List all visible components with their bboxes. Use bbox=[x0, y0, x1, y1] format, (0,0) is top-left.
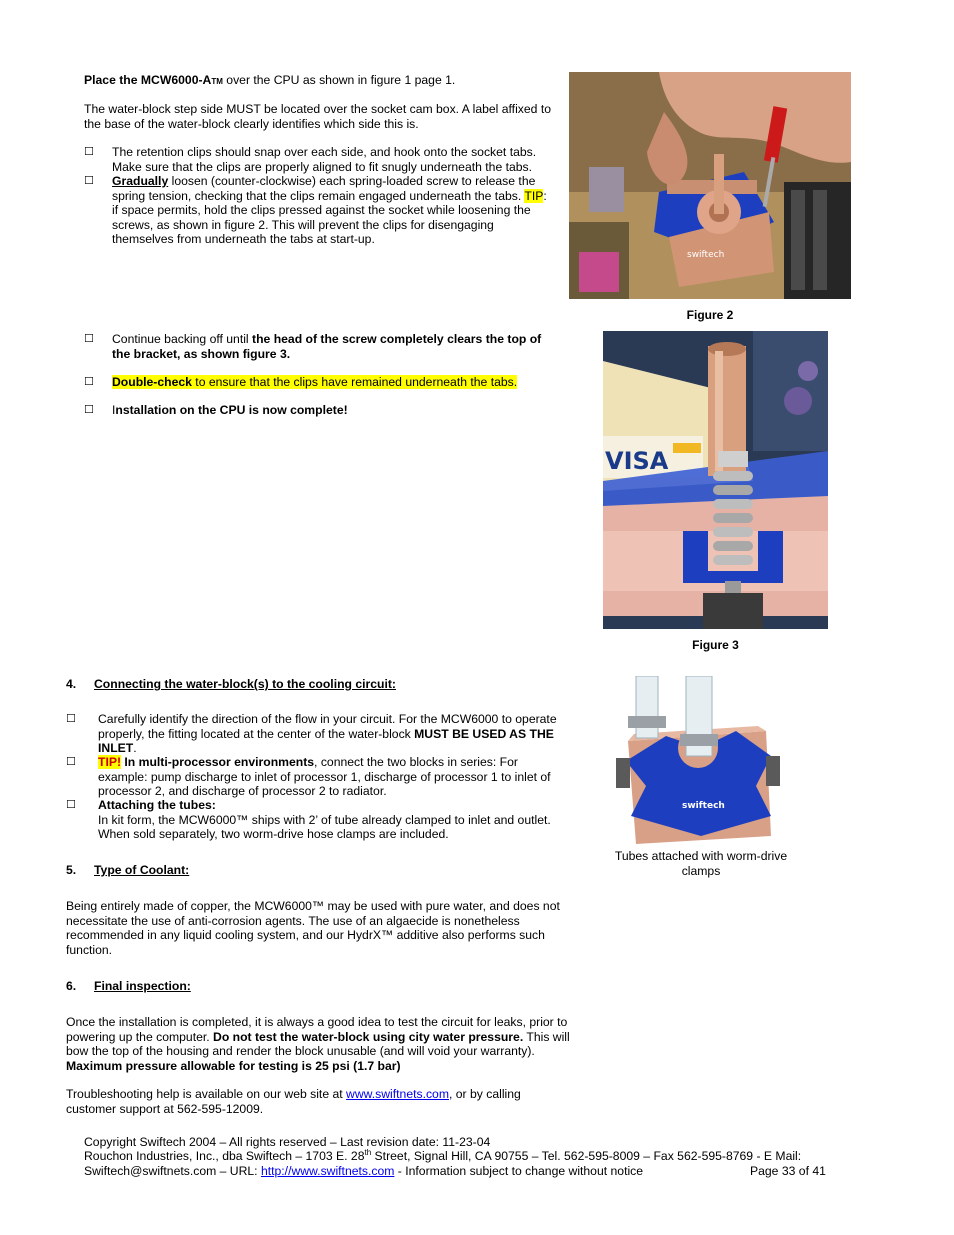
gradually-rest: loosen (counter-clockwise) each spring-loaded screw to release the spring tension, checking that the clips remain engaged underneath the tabs. bbox=[112, 174, 536, 203]
fig4-brand: swiftech bbox=[682, 801, 725, 811]
section-4-heading bbox=[66, 677, 396, 692]
footer-contact-b: - Information subject to change without notice bbox=[394, 1164, 644, 1178]
troubleshooting-rest: , or by calling customer support at 562-595-12009. bbox=[66, 1087, 521, 1116]
bullet-attaching-tubes bbox=[98, 798, 570, 842]
checkbox-bullet-icon: ☐ bbox=[66, 712, 76, 725]
checkbox-bullet-icon: ☐ bbox=[84, 145, 94, 158]
figure-3-illustration bbox=[603, 331, 828, 629]
checkbox-bullet-icon: ☐ bbox=[66, 755, 76, 768]
install-first-letter: I bbox=[112, 403, 116, 417]
website-link[interactable]: www.swiftnets.com bbox=[346, 1087, 449, 1101]
multi-processor-rest: , connect the two blocks in series: For example: pump discharge to inlet of processor 1, discharge of processor 1 to inlet of processor 2, and discharge of processor 2 to radiator. bbox=[98, 755, 551, 798]
final-bold: Do not test the water-block using city water pressure. bbox=[213, 1029, 524, 1044]
footer-address-sup: th bbox=[364, 1147, 372, 1157]
intro-bold: Place the MCW6000-A bbox=[84, 73, 212, 87]
checkbox-bullet-icon: ☐ bbox=[66, 798, 76, 811]
figure-2-photo bbox=[569, 72, 851, 299]
section-6-number: 6. bbox=[66, 979, 77, 993]
troubleshooting-plain: Troubleshooting help is available on our web site at bbox=[66, 1087, 347, 1101]
backing-off-bold: the head of the screw completely clears the top of the bracket, as shown figure 3. bbox=[112, 332, 542, 361]
bullet-multi-processor bbox=[98, 755, 570, 799]
figure-4-caption: Tubes attached with worm-drive clamps bbox=[614, 849, 788, 878]
bullet-backing-off bbox=[112, 332, 562, 361]
tip-highlight: TIP bbox=[524, 188, 544, 203]
bullet-retention-clips: The retention clips should snap over each side, and hook onto the socket tabs. Make sure that the clips are properly aligned to fit snugly underneath the tabs. bbox=[112, 145, 537, 174]
figure-2-illustration bbox=[569, 72, 851, 299]
flow-direction-plain: Carefully identify the direction of the flow in your circuit. For the MCW6000 to operate properly, the fitting located at the center of the water-block bbox=[98, 712, 557, 741]
flow-direction-bold: MUST BE USED AS THE INLET bbox=[98, 726, 554, 755]
figure-3-caption: Figure 3 bbox=[692, 638, 739, 652]
bullet-double-check bbox=[112, 375, 562, 390]
section-5-title: Type of Coolant: bbox=[94, 863, 190, 877]
tip-text: : if space permits, hold the clips pressed against the socket while loosening the screws, as shown in figure 2. This will prevent the clips for disengaging themselves from underneath the tabs at start-up. bbox=[112, 188, 547, 246]
section-5-number: 5. bbox=[66, 863, 77, 877]
max-pressure-bold: Maximum pressure allowable for testing is 25 psi (1.7 bar) bbox=[66, 1058, 401, 1073]
fig2-brand: swiftech bbox=[687, 250, 725, 260]
section-5-heading bbox=[66, 863, 190, 878]
checkbox-bullet-icon: ☐ bbox=[84, 375, 94, 388]
visa-logo-text: VISA bbox=[605, 447, 669, 475]
footer-address bbox=[84, 1149, 801, 1164]
checkbox-bullet-icon: ☐ bbox=[84, 403, 94, 416]
footer-address-a: Rouchon Industries, Inc., dba Swiftech – 1703 E. 28 bbox=[84, 1149, 365, 1163]
install-complete-bold: nstallation on the CPU is now complete! bbox=[115, 403, 348, 417]
gradually-bold: Gradually bbox=[112, 174, 169, 188]
figure-3-photo bbox=[603, 331, 828, 629]
double-check-bold: Double-check bbox=[112, 375, 192, 389]
checkbox-bullet-icon: ☐ bbox=[84, 174, 94, 187]
section-6-heading bbox=[66, 979, 191, 994]
figure-4-illustration bbox=[606, 676, 792, 848]
footer-page-number: Page 33 of 41 bbox=[750, 1164, 826, 1178]
backing-off-plain: Continue backing off until bbox=[112, 332, 253, 346]
multi-processor-tip: TIP! bbox=[98, 755, 122, 769]
double-check-rest: to ensure that the clips have remained underneath the tabs. bbox=[191, 375, 518, 389]
footer-url-link[interactable]: http://www.swiftnets.com bbox=[260, 1164, 395, 1178]
figure-2-caption: Figure 2 bbox=[686, 308, 734, 322]
footer-contact bbox=[84, 1164, 643, 1179]
footer-contact-a: Swiftech@swiftnets.com – URL: bbox=[84, 1164, 261, 1178]
flow-direction-end: . bbox=[133, 741, 137, 755]
bullet-gradually-loosen bbox=[112, 174, 552, 247]
final-plain: Once the installation is completed, it is always a good idea to test the circuit for leaks, prior to powering up the computer. bbox=[66, 1015, 568, 1044]
checkbox-bullet-icon: ☐ bbox=[84, 332, 94, 345]
troubleshooting-paragraph bbox=[66, 1087, 556, 1116]
figure-4-photo bbox=[606, 676, 792, 848]
intro-rest: over the CPU as shown in figure 1 page 1. bbox=[222, 73, 456, 87]
spring-icon bbox=[713, 471, 753, 565]
footer-copyright: Copyright Swiftech 2004 – All rights reserved – Last revision date: 11-23-04 bbox=[84, 1135, 491, 1149]
section-4-number: 4. bbox=[66, 677, 77, 691]
intro-line bbox=[84, 73, 564, 90]
footer-address-b: Street, Signal Hill, CA 90755 – Tel. 562-595-8009 – Fax 562-595-8769 - E Mail: bbox=[371, 1149, 802, 1163]
multi-processor-bold: In multi-processor environments bbox=[121, 755, 315, 769]
intro-tm: TM bbox=[211, 77, 223, 86]
attaching-tubes-bold: Attaching the tubes: bbox=[98, 798, 216, 812]
final-rest: This will bow the top of the housing and render the block unusable (and will void your warranty). bbox=[66, 1029, 570, 1058]
bullet-flow-direction bbox=[98, 712, 570, 756]
section-4-title: Connecting the water-block(s) to the cooling circuit: bbox=[94, 677, 396, 691]
attaching-tubes-rest: In kit form, the MCW6000™ ships with 2’ of tube already clamped to inlet and outlet. When sold separately, two worm-drive hose clamps are included. bbox=[98, 812, 551, 841]
step-side-paragraph: The water-block step side MUST be located over the socket cam box. A label affixed to the base of the water-block clearly identifies which side this is. bbox=[84, 102, 551, 131]
bullet-install-complete bbox=[112, 403, 562, 418]
section-6-title: Final inspection: bbox=[94, 979, 191, 993]
final-inspection-paragraph bbox=[66, 1015, 582, 1073]
section-5-body: Being entirely made of copper, the MCW6000™ may be used with pure water, and does not necessitate the use of anti-corrosion agents. The use of an algaecide is nonetheless recommended in any liquid cooling system, and our HydrX™ additive also performs such function. bbox=[66, 899, 560, 957]
